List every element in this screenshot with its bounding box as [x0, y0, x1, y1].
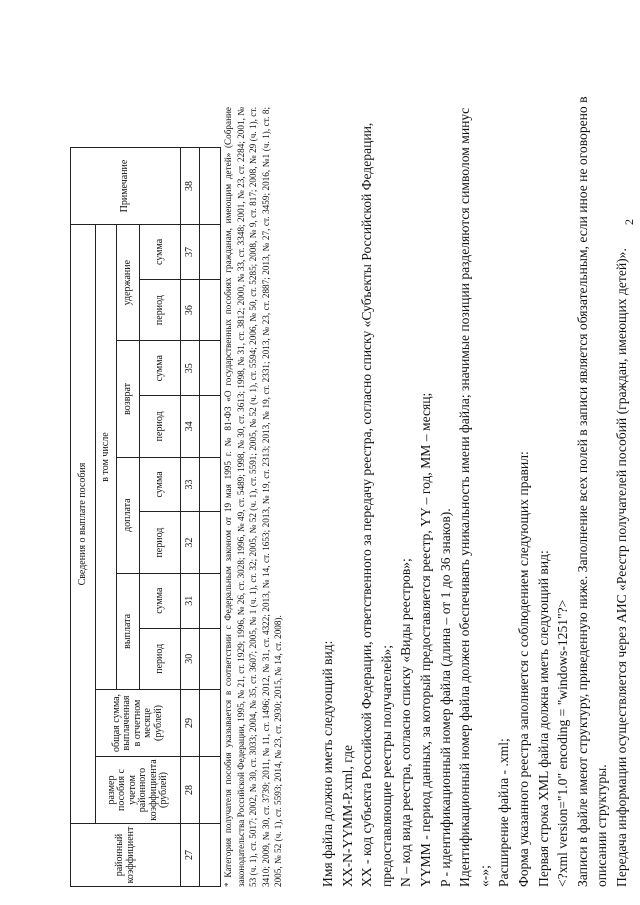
paragraph: Записи в файле имеют структуру, приведенную ниже. Заполнение всех полей в записи является обязательным, если иное не оговорено в описании структуры. [574, 96, 610, 887]
benefit-payment-table [70, 147, 221, 887]
column-number: 30 [181, 628, 200, 689]
paragraph: Передача информации осуществляется через АИС «Реестр получателей пособий (граждан, имеющих детей)». [613, 248, 629, 887]
column-number: 35 [181, 341, 200, 396]
column-number: 34 [181, 396, 200, 457]
column-number: 36 [181, 279, 200, 340]
sub-deduction: удержание [117, 225, 140, 341]
footnote: * Категория получателя пособия указывается в соответствии с Федеральным законом от 19 мая 1995 г. № 81-ФЗ «О государственных пособиях гражданам, имеющим детей» (Собрание законодательства Российской Федерации, 1995, № 21, ст. 1929; 1996, № 26, ст. 3028; 1996, № 49, ст. 5489; 1998, № 30, ст. 3613; 1998, № 31, ст. 3812; 2000, № 33, ст. 3348; 2001, № 23, ст. 2284; 2001, № 53 (ч. 1), ст. 5017; 2002, № 30, ст. 3033; 2004, № 35, ст. 3607; 2005, № 1 (ч. 1), ст. 32; 2005, № 52 (ч. 1), ст. 5591; 2005, № 52 (ч. 1), ст. 5594; 2006, № 50, ст. 5285; 2008, № 9, ст. 817; 2008, № 29 (ч. 1), ст. 3410; 2009, № 30, ст. 3739; 2011, № 11, ст. 1496; 2012, № 31, ст. 4322; 2013, № 14, ст. 1653; 2013, № 19, ст. 2313; 2013, № 19, ст. 2331; 2013, № 23, ст. 2887; 2013, № 27, ст. 3459; 2016, №1 (ч. 1), ст. 8; 2005, № 52 (ч. 1), ст. 5593; 2014, № 23, ст. 2930; 2015, № 14, ст. 2008). [223, 107, 284, 887]
sub-extra: доплата [117, 457, 140, 573]
paragraph: Первая строка XML файла должна иметь следующий вид: [535, 550, 551, 887]
sum-header: сумма [140, 341, 181, 396]
table-row [200, 148, 221, 887]
column-number: 29 [181, 690, 200, 757]
paragraph: Идентификационный номер файла должен обеспечивать уникальность имени файла; значимые позиции разделяются символом минус «-»; [457, 107, 492, 887]
group-title: Сведения о выплате пособия [71, 225, 96, 824]
period-header: период [140, 628, 181, 689]
body-text [318, 87, 632, 887]
col-note: Примечание [71, 148, 181, 225]
paragraph: YYMM - период данных, за который предоставляется реестр, YY – год, MM – месяц; [417, 392, 433, 887]
sum-header: сумма [140, 457, 181, 512]
paragraph: XX - код субъекта Российской Федерации, ответственного за передачу реестра, согласно списку «Субъекты Российской Федерации, предоставляющие реестры получателей»; [359, 122, 394, 887]
page-number: 2 [622, 219, 636, 225]
col-total-paid: общая сумма, выплаченная в отчетном месяце (рублей) [96, 690, 181, 757]
paragraph: Имя файла должно иметь следующий вид: [320, 640, 335, 887]
column-number: 33 [181, 457, 200, 512]
sum-header: сумма [140, 573, 181, 628]
col-benefit-size: размер пособия с учетом районного коэффициента (рублей) [96, 757, 181, 824]
sub-payment: выплата [117, 573, 140, 689]
column-number: 37 [181, 225, 200, 280]
paragraph: P - идентификационный номер файла (длина – от 1 до 36 знаков). [437, 508, 453, 887]
paragraph: Форма указанного реестра заполняется с соблюдением следующих правил: [515, 451, 531, 887]
sum-header: сумма [140, 225, 181, 280]
in-that-number: в том числе [96, 225, 117, 690]
period-header: период [140, 396, 181, 457]
period-header: период [140, 512, 181, 573]
column-number: 32 [181, 512, 200, 573]
column-number: 38 [181, 148, 200, 225]
paragraph: XX-N-YYMM-P.xml, где [339, 744, 355, 887]
sub-return: возврат [117, 341, 140, 457]
paragraph: N – код вида реестра, согласно списку «Виды реестров»; [398, 558, 414, 887]
col-district-coef: районный коэффициент [71, 824, 181, 887]
paragraph: Расширение файла - .xml; [496, 738, 512, 887]
paragraph: <?xml version="1.0" encoding = "windows-1251"?> [555, 599, 571, 887]
column-number: 27 [181, 824, 200, 887]
column-number: 31 [181, 573, 200, 628]
column-number: 28 [181, 757, 200, 824]
period-header: период [140, 279, 181, 340]
